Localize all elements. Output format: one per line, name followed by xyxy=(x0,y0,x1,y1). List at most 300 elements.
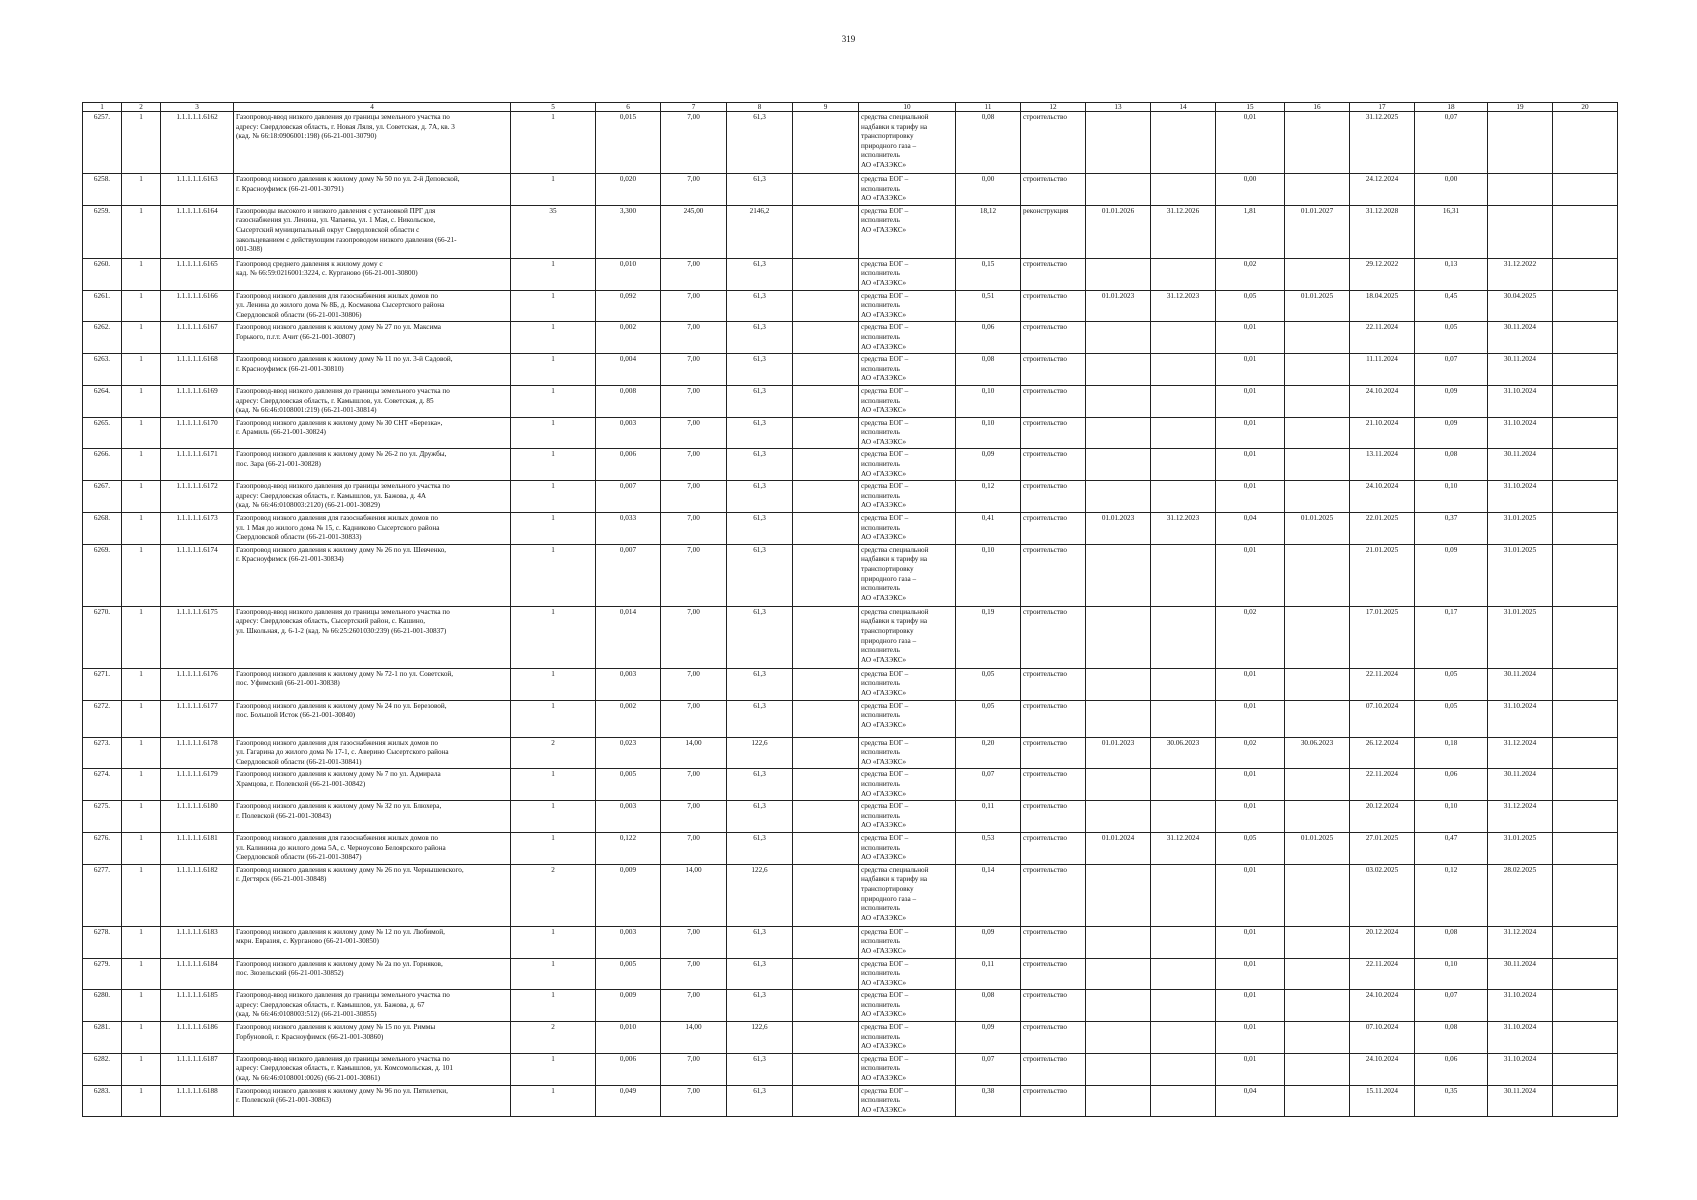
col2-value: 1 xyxy=(122,205,161,258)
col20-value xyxy=(1553,832,1618,864)
col5-value: 1 xyxy=(511,112,596,174)
date-17: 03.02.2025 xyxy=(1350,864,1415,926)
table-row xyxy=(83,1085,1618,1117)
col15-value: 0,02 xyxy=(1216,737,1285,769)
col20-value xyxy=(1553,958,1618,990)
start-date xyxy=(1086,606,1151,668)
date-16 xyxy=(1285,864,1350,926)
date-19: 30.11.2024 xyxy=(1488,354,1553,386)
end-date xyxy=(1151,354,1216,386)
work-type: строительство xyxy=(1021,1022,1086,1054)
table-row xyxy=(83,417,1618,449)
col15-value: 0,05 xyxy=(1216,290,1285,322)
row-number: 6264. xyxy=(83,385,122,417)
col9-value xyxy=(793,864,859,926)
date-19: 28.02.2025 xyxy=(1488,864,1553,926)
col8-value: 61,3 xyxy=(727,801,793,833)
row-number: 6281. xyxy=(83,1022,122,1054)
funding-source: средства ЕОГ – исполнитель АО «ГАЗЭКС» xyxy=(859,205,956,258)
col9-value xyxy=(793,1085,859,1117)
row-number: 6258. xyxy=(83,174,122,206)
col8-value: 61,3 xyxy=(727,926,793,958)
date-19 xyxy=(1488,205,1553,258)
row-number: 6277. xyxy=(83,864,122,926)
col5-value: 1 xyxy=(511,258,596,290)
work-type: строительство xyxy=(1021,700,1086,737)
work-type: строительство xyxy=(1021,926,1086,958)
object-name: Газопровод низкого давления к жилому дому № 32 по ул. Блюхера, г. Полевской (66-21-001-30843) xyxy=(234,801,511,833)
col15-value: 0,04 xyxy=(1216,1085,1285,1117)
col7-value: 7,00 xyxy=(661,606,727,668)
col8-value: 122,6 xyxy=(727,1022,793,1054)
start-date xyxy=(1086,322,1151,354)
col20-value xyxy=(1553,112,1618,174)
work-type: реконструкция xyxy=(1021,205,1086,258)
col6-value: 0,007 xyxy=(596,481,661,513)
row-number: 6278. xyxy=(83,926,122,958)
date-19: 31.12.2022 xyxy=(1488,258,1553,290)
date-19: 31.01.2025 xyxy=(1488,832,1553,864)
row-number: 6279. xyxy=(83,958,122,990)
col2-value: 1 xyxy=(122,481,161,513)
col20-value xyxy=(1553,700,1618,737)
col11-value: 0,08 xyxy=(956,990,1021,1022)
start-date xyxy=(1086,668,1151,700)
col7-value: 7,00 xyxy=(661,290,727,322)
code-cell: 1.1.1.1.1.6182 xyxy=(161,864,234,926)
col6-value: 0,049 xyxy=(596,1085,661,1117)
funding-source: средства специальной надбавки к тарифу на транспортировку природного газа – исполнитель АО «ГАЗЭКС» xyxy=(859,112,956,174)
col18-value: 0,09 xyxy=(1415,417,1488,449)
date-17: 24.12.2024 xyxy=(1350,174,1415,206)
funding-source: средства ЕОГ – исполнитель АО «ГАЗЭКС» xyxy=(859,449,956,481)
date-19: 31.01.2025 xyxy=(1488,606,1553,668)
col8-value: 61,3 xyxy=(727,417,793,449)
col15-value: 0,04 xyxy=(1216,513,1285,545)
col5-value: 1 xyxy=(511,174,596,206)
column-header: 14 xyxy=(1151,103,1216,112)
table-row xyxy=(83,544,1618,606)
end-date xyxy=(1151,769,1216,801)
column-header: 10 xyxy=(859,103,956,112)
col20-value xyxy=(1553,290,1618,322)
end-date xyxy=(1151,668,1216,700)
col2-value: 1 xyxy=(122,174,161,206)
table-row xyxy=(83,354,1618,386)
start-date xyxy=(1086,174,1151,206)
col15-value: 0,01 xyxy=(1216,449,1285,481)
col7-value: 7,00 xyxy=(661,990,727,1022)
col20-value xyxy=(1553,449,1618,481)
start-date: 01.01.2023 xyxy=(1086,290,1151,322)
funding-source: средства специальной надбавки к тарифу на транспортировку природного газа – исполнитель АО «ГАЗЭКС» xyxy=(859,544,956,606)
col20-value xyxy=(1553,990,1618,1022)
table-row xyxy=(83,258,1618,290)
row-number: 6263. xyxy=(83,354,122,386)
funding-source: средства ЕОГ – исполнитель АО «ГАЗЭКС» xyxy=(859,1053,956,1085)
table-row xyxy=(83,769,1618,801)
col8-value: 2146,2 xyxy=(727,205,793,258)
col7-value: 7,00 xyxy=(661,1085,727,1117)
col11-value: 0,38 xyxy=(956,1085,1021,1117)
date-17: 21.01.2025 xyxy=(1350,544,1415,606)
col8-value: 61,3 xyxy=(727,112,793,174)
end-date xyxy=(1151,1085,1216,1117)
col15-value: 0,05 xyxy=(1216,832,1285,864)
start-date xyxy=(1086,544,1151,606)
col11-value: 0,08 xyxy=(956,354,1021,386)
row-number: 6283. xyxy=(83,1085,122,1117)
funding-source: средства специальной надбавки к тарифу на транспортировку природного газа – исполнитель АО «ГАЗЭКС» xyxy=(859,864,956,926)
date-19: 31.12.2024 xyxy=(1488,926,1553,958)
col7-value: 7,00 xyxy=(661,322,727,354)
col2-value: 1 xyxy=(122,958,161,990)
code-cell: 1.1.1.1.1.6187 xyxy=(161,1053,234,1085)
row-number: 6259. xyxy=(83,205,122,258)
date-17: 24.10.2024 xyxy=(1350,990,1415,1022)
col7-value: 7,00 xyxy=(661,385,727,417)
column-header: 13 xyxy=(1086,103,1151,112)
start-date xyxy=(1086,417,1151,449)
col9-value xyxy=(793,1053,859,1085)
date-17: 11.11.2024 xyxy=(1350,354,1415,386)
col15-value: 0,01 xyxy=(1216,668,1285,700)
col7-value: 7,00 xyxy=(661,544,727,606)
date-16 xyxy=(1285,769,1350,801)
col5-value: 1 xyxy=(511,449,596,481)
date-16 xyxy=(1285,700,1350,737)
col15-value: 0,01 xyxy=(1216,1022,1285,1054)
object-name: Газопровод низкого давления к жилому дому № 26 по ул. Шевченко, г. Красноуфимск (66-21-001-30834) xyxy=(234,544,511,606)
col15-value: 0,01 xyxy=(1216,112,1285,174)
col8-value: 61,3 xyxy=(727,958,793,990)
col11-value: 0,11 xyxy=(956,958,1021,990)
object-name: Газопровод низкого давления к жилому дому № 11 по ул. 3-й Садовой, г. Красноуфимск (66-21-001-30810) xyxy=(234,354,511,386)
date-19: 31.10.2024 xyxy=(1488,417,1553,449)
date-16 xyxy=(1285,958,1350,990)
object-name: Газопровод низкого давления к жилому дому № 12 по ул. Любимой, мкрн. Евразия, с. Курганово (66-21-001-30850) xyxy=(234,926,511,958)
col6-value: 0,033 xyxy=(596,513,661,545)
col9-value xyxy=(793,205,859,258)
col9-value xyxy=(793,606,859,668)
col2-value: 1 xyxy=(122,112,161,174)
funding-source: средства ЕОГ – исполнитель АО «ГАЗЭКС» xyxy=(859,385,956,417)
col5-value: 1 xyxy=(511,544,596,606)
object-name: Газопровод низкого давления для газоснабжения жилых домов по ул. Калинина до жилого дома 5А, с. Черноусово Белоярского района Свердловской области (66-21-001-30847) xyxy=(234,832,511,864)
object-name: Газопровод-ввод низкого давления до границы земельного участка по адресу: Свердловская область, г. Камышлов, ул. Комсомольская, д. 101 (кад. № 66:46:0108001:0026) (66-21-001-30861) xyxy=(234,1053,511,1085)
object-name: Газопровод низкого давления к жилому дому № 30 СНТ «Березка», г. Арамиль (66-21-001-30824) xyxy=(234,417,511,449)
col7-value: 7,00 xyxy=(661,481,727,513)
col8-value: 61,3 xyxy=(727,1085,793,1117)
col20-value xyxy=(1553,322,1618,354)
end-date: 31.12.2023 xyxy=(1151,290,1216,322)
date-17: 24.10.2024 xyxy=(1350,481,1415,513)
row-number: 6275. xyxy=(83,801,122,833)
col18-value: 0,09 xyxy=(1415,544,1488,606)
col11-value: 18,12 xyxy=(956,205,1021,258)
funding-source: средства ЕОГ – исполнитель АО «ГАЗЭКС» xyxy=(859,700,956,737)
funding-source: средства ЕОГ – исполнитель АО «ГАЗЭКС» xyxy=(859,801,956,833)
col9-value xyxy=(793,112,859,174)
date-17: 21.10.2024 xyxy=(1350,417,1415,449)
col11-value: 0,11 xyxy=(956,801,1021,833)
col9-value xyxy=(793,700,859,737)
col9-value xyxy=(793,769,859,801)
work-type: строительство xyxy=(1021,449,1086,481)
start-date: 01.01.2023 xyxy=(1086,737,1151,769)
date-17: 22.01.2025 xyxy=(1350,513,1415,545)
col8-value: 61,3 xyxy=(727,700,793,737)
col15-value: 0,01 xyxy=(1216,354,1285,386)
table-row xyxy=(83,322,1618,354)
col9-value xyxy=(793,322,859,354)
funding-source: средства ЕОГ – исполнитель АО «ГАЗЭКС» xyxy=(859,958,956,990)
col2-value: 1 xyxy=(122,513,161,545)
col18-value: 0,07 xyxy=(1415,354,1488,386)
date-19: 30.04.2025 xyxy=(1488,290,1553,322)
date-16 xyxy=(1285,385,1350,417)
object-name: Газопровод низкого давления к жилому дому № 24 по ул. Березовой, пос. Большой Исток (66-21-001-30840) xyxy=(234,700,511,737)
col7-value: 14,00 xyxy=(661,737,727,769)
col5-value: 2 xyxy=(511,864,596,926)
col7-value: 7,00 xyxy=(661,769,727,801)
col8-value: 61,3 xyxy=(727,1053,793,1085)
col18-value: 0,08 xyxy=(1415,926,1488,958)
end-date: 30.06.2023 xyxy=(1151,737,1216,769)
col20-value xyxy=(1553,1022,1618,1054)
date-16 xyxy=(1285,258,1350,290)
date-16 xyxy=(1285,668,1350,700)
row-number: 6260. xyxy=(83,258,122,290)
data-table xyxy=(82,102,1618,1117)
col18-value: 0,08 xyxy=(1415,449,1488,481)
col7-value: 7,00 xyxy=(661,174,727,206)
col8-value: 61,3 xyxy=(727,990,793,1022)
table-row xyxy=(83,606,1618,668)
col18-value: 0,13 xyxy=(1415,258,1488,290)
col2-value: 1 xyxy=(122,990,161,1022)
work-type: строительство xyxy=(1021,990,1086,1022)
work-type: строительство xyxy=(1021,258,1086,290)
col6-value: 0,002 xyxy=(596,322,661,354)
table-row xyxy=(83,112,1618,174)
column-header: 9 xyxy=(793,103,859,112)
funding-source: средства ЕОГ – исполнитель АО «ГАЗЭКС» xyxy=(859,513,956,545)
date-16 xyxy=(1285,606,1350,668)
column-header: 12 xyxy=(1021,103,1086,112)
code-cell: 1.1.1.1.1.6165 xyxy=(161,258,234,290)
code-cell: 1.1.1.1.1.6174 xyxy=(161,544,234,606)
end-date xyxy=(1151,926,1216,958)
work-type: строительство xyxy=(1021,832,1086,864)
col6-value: 0,002 xyxy=(596,700,661,737)
column-header: 15 xyxy=(1216,103,1285,112)
funding-source: средства ЕОГ – исполнитель АО «ГАЗЭКС» xyxy=(859,832,956,864)
object-name: Газопровод низкого давления к жилому дому № 26-2 по ул. Дружбы, пос. Зара (66-21-001-30828) xyxy=(234,449,511,481)
col5-value: 1 xyxy=(511,801,596,833)
work-type: строительство xyxy=(1021,112,1086,174)
col20-value xyxy=(1553,1053,1618,1085)
start-date xyxy=(1086,864,1151,926)
start-date xyxy=(1086,354,1151,386)
column-header: 5 xyxy=(511,103,596,112)
end-date xyxy=(1151,990,1216,1022)
date-17: 22.11.2024 xyxy=(1350,958,1415,990)
column-header: 19 xyxy=(1488,103,1553,112)
col9-value xyxy=(793,801,859,833)
date-17: 22.11.2024 xyxy=(1350,668,1415,700)
date-19: 30.11.2024 xyxy=(1488,769,1553,801)
date-17: 20.12.2024 xyxy=(1350,926,1415,958)
col9-value xyxy=(793,290,859,322)
col20-value xyxy=(1553,544,1618,606)
work-type: строительство xyxy=(1021,1053,1086,1085)
col9-value xyxy=(793,258,859,290)
col15-value: 0,02 xyxy=(1216,258,1285,290)
row-number: 6266. xyxy=(83,449,122,481)
col18-value: 0,10 xyxy=(1415,801,1488,833)
row-number: 6271. xyxy=(83,668,122,700)
column-header: 17 xyxy=(1350,103,1415,112)
date-19: 31.10.2024 xyxy=(1488,700,1553,737)
date-16 xyxy=(1285,1022,1350,1054)
col11-value: 0,09 xyxy=(956,449,1021,481)
date-16 xyxy=(1285,1085,1350,1117)
col11-value: 0,20 xyxy=(956,737,1021,769)
col11-value: 0,09 xyxy=(956,1022,1021,1054)
date-17: 29.12.2022 xyxy=(1350,258,1415,290)
col2-value: 1 xyxy=(122,606,161,668)
end-date xyxy=(1151,801,1216,833)
col15-value: 1,81 xyxy=(1216,205,1285,258)
col8-value: 122,6 xyxy=(727,737,793,769)
col20-value xyxy=(1553,864,1618,926)
col9-value xyxy=(793,737,859,769)
code-cell: 1.1.1.1.1.6176 xyxy=(161,668,234,700)
funding-source: средства ЕОГ – исполнитель АО «ГАЗЭКС» xyxy=(859,1085,956,1117)
date-19: 31.01.2025 xyxy=(1488,513,1553,545)
date-19: 30.11.2024 xyxy=(1488,1085,1553,1117)
column-header: 7 xyxy=(661,103,727,112)
col18-value: 0,09 xyxy=(1415,385,1488,417)
col11-value: 0,08 xyxy=(956,112,1021,174)
col7-value: 7,00 xyxy=(661,958,727,990)
object-name: Газопровод-ввод низкого давления до границы земельного участка по адресу: Свердловская область, г. Камышлов, ул. Бажова, д. 4А (кад. № 66:46:0108003:2120) (66-21-001-30829) xyxy=(234,481,511,513)
col5-value: 1 xyxy=(511,513,596,545)
col18-value: 0,05 xyxy=(1415,322,1488,354)
code-cell: 1.1.1.1.1.6173 xyxy=(161,513,234,545)
funding-source: средства ЕОГ – исполнитель АО «ГАЗЭКС» xyxy=(859,926,956,958)
col2-value: 1 xyxy=(122,417,161,449)
col18-value: 0,12 xyxy=(1415,864,1488,926)
start-date xyxy=(1086,801,1151,833)
col8-value: 61,3 xyxy=(727,668,793,700)
col2-value: 1 xyxy=(122,832,161,864)
col9-value xyxy=(793,385,859,417)
col5-value: 1 xyxy=(511,1085,596,1117)
code-cell: 1.1.1.1.1.6177 xyxy=(161,700,234,737)
date-16 xyxy=(1285,449,1350,481)
col6-value: 0,005 xyxy=(596,769,661,801)
object-name: Газопровод-ввод низкого давления до границы земельного участка по адресу: Свердловская область, г. Новая Ляля, ул. Советская, д. 7А, кв. 3 (кад. № 66:18:0906001:198) (66-21-001-30790) xyxy=(234,112,511,174)
object-name: Газопровод низкого давления для газоснабжения жилых домов по ул. Ленина до жилого дома № 8Б, д. Космакова Сысертского района Свердловской области (66-21-001-30806) xyxy=(234,290,511,322)
date-19: 30.11.2024 xyxy=(1488,322,1553,354)
col8-value: 61,3 xyxy=(727,385,793,417)
col18-value: 16,31 xyxy=(1415,205,1488,258)
col18-value: 0,00 xyxy=(1415,174,1488,206)
date-17: 31.12.2025 xyxy=(1350,112,1415,174)
code-cell: 1.1.1.1.1.6166 xyxy=(161,290,234,322)
work-type: строительство xyxy=(1021,606,1086,668)
start-date xyxy=(1086,990,1151,1022)
column-header: 16 xyxy=(1285,103,1350,112)
col18-value: 0,45 xyxy=(1415,290,1488,322)
col9-value xyxy=(793,990,859,1022)
date-16 xyxy=(1285,354,1350,386)
table-header xyxy=(83,103,1618,112)
table-row xyxy=(83,290,1618,322)
col2-value: 1 xyxy=(122,1053,161,1085)
table-row xyxy=(83,864,1618,926)
col2-value: 1 xyxy=(122,385,161,417)
date-19: 31.12.2024 xyxy=(1488,801,1553,833)
start-date xyxy=(1086,958,1151,990)
col2-value: 1 xyxy=(122,700,161,737)
date-17: 24.10.2024 xyxy=(1350,1053,1415,1085)
date-16 xyxy=(1285,801,1350,833)
col2-value: 1 xyxy=(122,1022,161,1054)
col18-value: 0,06 xyxy=(1415,1053,1488,1085)
date-17: 24.10.2024 xyxy=(1350,385,1415,417)
date-19: 31.10.2024 xyxy=(1488,990,1553,1022)
code-cell: 1.1.1.1.1.6168 xyxy=(161,354,234,386)
funding-source: средства ЕОГ – исполнитель АО «ГАЗЭКС» xyxy=(859,290,956,322)
date-19: 30.11.2024 xyxy=(1488,668,1553,700)
table-row xyxy=(83,174,1618,206)
col18-value: 0,37 xyxy=(1415,513,1488,545)
work-type: строительство xyxy=(1021,322,1086,354)
col6-value: 0,006 xyxy=(596,449,661,481)
col9-value xyxy=(793,513,859,545)
col15-value: 0,01 xyxy=(1216,417,1285,449)
table-row xyxy=(83,449,1618,481)
col18-value: 0,07 xyxy=(1415,990,1488,1022)
col20-value xyxy=(1553,769,1618,801)
col20-value xyxy=(1553,513,1618,545)
start-date xyxy=(1086,1022,1151,1054)
work-type: строительство xyxy=(1021,481,1086,513)
table-row xyxy=(83,990,1618,1022)
col6-value: 0,020 xyxy=(596,174,661,206)
col18-value: 0,08 xyxy=(1415,1022,1488,1054)
date-16: 01.01.2027 xyxy=(1285,205,1350,258)
col2-value: 1 xyxy=(122,258,161,290)
start-date xyxy=(1086,481,1151,513)
funding-source: средства ЕОГ – исполнитель АО «ГАЗЭКС» xyxy=(859,417,956,449)
object-name: Газопроводы высокого и низкого давления с установкой ПРГ для газоснабжения ул. Ленина, ул. Чапаева, ул. 1 Мая, с. Никольское, Сысертский муниципальный округ Свердловской области с закольцеванием с действующим газопроводом низкого давления (66-21- 001-308) xyxy=(234,205,511,258)
col8-value: 61,3 xyxy=(727,354,793,386)
work-type: строительство xyxy=(1021,544,1086,606)
col7-value: 7,00 xyxy=(661,258,727,290)
col8-value: 61,3 xyxy=(727,769,793,801)
object-name: Газопровод-ввод низкого давления до границы земельного участка по адресу: Свердловская область, г. Камышлов, ул. Советская, д. 85 (кад. № 66:46:0108001:219) (66-21-001-30814) xyxy=(234,385,511,417)
col2-value: 1 xyxy=(122,290,161,322)
end-date: 31.12.2026 xyxy=(1151,205,1216,258)
col7-value: 14,00 xyxy=(661,864,727,926)
col9-value xyxy=(793,832,859,864)
work-type: строительство xyxy=(1021,513,1086,545)
col9-value xyxy=(793,481,859,513)
